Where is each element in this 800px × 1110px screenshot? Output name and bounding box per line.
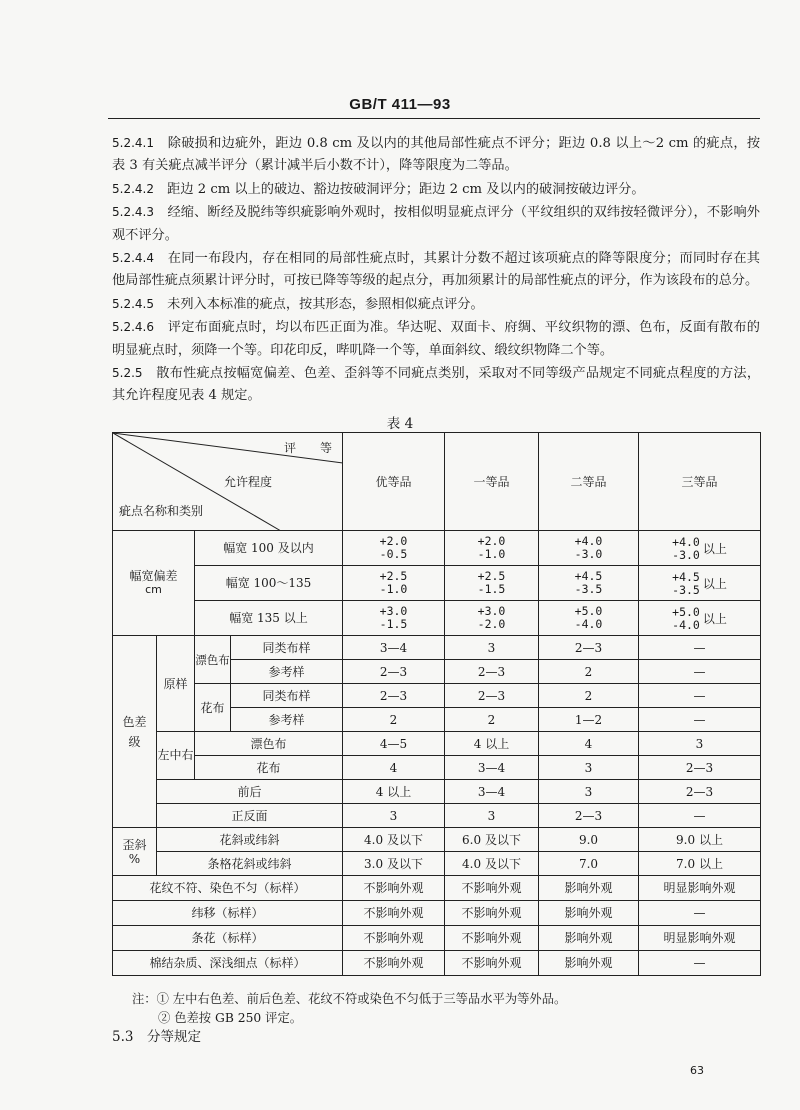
value-cell (639, 566, 761, 601)
paragraph-text: 散布性疵点按幅宽偏差、色差、歪斜等不同疵点类别，采取对不同等级产品规定不同疵点程度的方法，其允许程度见表 4 规定。 (112, 366, 761, 404)
plus-value: +2.5 (379, 569, 408, 583)
value-cell (639, 601, 761, 636)
value-cell: 4 (343, 756, 445, 780)
column-header: 一等品 (445, 433, 539, 531)
value-cell: 3.0 及以下 (343, 852, 445, 876)
minus-value: -4.0 (672, 617, 700, 632)
value-cell: 7.0 (539, 852, 639, 876)
minus-value: -4.0 (574, 617, 603, 631)
clause-number: 5.2.4.3 (112, 205, 154, 220)
width-deviation-group-label (113, 531, 195, 636)
value-cell: 2—3 (539, 804, 639, 828)
value-cell (539, 566, 639, 601)
value-cell: 2 (445, 708, 539, 732)
row-label: 棉结杂质、深浅细点（标样） (113, 951, 343, 976)
value-cell: 不影响外观 (343, 926, 445, 951)
body-text (112, 132, 760, 408)
plus-value: +2.0 (379, 534, 408, 548)
table-notes (132, 990, 566, 1028)
standard-code-header: GB/T 411—93 (349, 96, 451, 113)
value-cell: 不影响外观 (343, 951, 445, 976)
group-label: 幅宽偏差 (129, 569, 178, 583)
table-4 (112, 432, 761, 976)
paragraph-text: 经缩、断经及脱纬等织疵影响外观时，按相似明显疵点评分（平纹组织的双纬按轻微评分），不影响外观不评分。 (112, 205, 760, 243)
value-cell: — (639, 951, 761, 976)
row-label: 正反面 (157, 804, 343, 828)
group-unit: 级 (128, 734, 141, 749)
paragraph (112, 362, 760, 408)
value-cell: 3 (445, 804, 539, 828)
value-cell (343, 531, 445, 566)
group-unit: cm (145, 583, 162, 596)
plus-value: +2.5 (477, 569, 506, 583)
skew-group-label (113, 828, 157, 876)
row-label: 幅宽 100 及以内 (195, 531, 343, 566)
value-cell: 影响外观 (539, 926, 639, 951)
value-cell: 3—4 (343, 636, 445, 660)
plus-value: +4.0 (574, 534, 603, 548)
value-cell: 7.0 以上 (639, 852, 761, 876)
column-header: 二等品 (539, 433, 639, 531)
minus-value: -0.5 (379, 547, 408, 561)
value-cell: 2 (539, 660, 639, 684)
column-header: 三等品 (639, 433, 761, 531)
value-cell: 影响外观 (539, 876, 639, 901)
paragraph (112, 178, 760, 201)
clause-number: 5.2.5 (112, 366, 143, 381)
plus-value: +5.0 (672, 604, 700, 619)
minus-value: -3.0 (672, 547, 700, 562)
row-label: 幅宽 135 以上 (195, 601, 343, 636)
minus-value: -3.5 (672, 582, 700, 597)
paragraph-text: 除破损和边疵外，距边 0.8 cm 及以内的其他局部性疵点不评分；距边 0.8 以上～2 cm 的疵点，按表 3 有关疵点减半评分（累计减半后小数不计），降等限度为二等品。 (112, 136, 761, 174)
value-cell: 9.0 以上 (639, 828, 761, 852)
value-cell: 4 以上 (445, 732, 539, 756)
value-cell: 2—3 (445, 684, 539, 708)
value-cell: 影响外观 (539, 901, 639, 926)
suffix-text: 以上 (702, 576, 727, 591)
row-label: 花布 (195, 756, 343, 780)
row-label: 花纹不符、染色不匀（标样） (113, 876, 343, 901)
value-cell (639, 531, 761, 566)
dyed-fabric-label: 漂色布 (195, 636, 231, 684)
value-cell (445, 601, 539, 636)
row-label: 幅宽 100～135 (195, 566, 343, 601)
value-cell (343, 601, 445, 636)
value-cell: 4.0 及以下 (343, 828, 445, 852)
row-label: 同类布样 (231, 684, 343, 708)
value-cell: 不影响外观 (343, 876, 445, 901)
paragraph-text: 距边 2 cm 以上的破边、豁边按破洞评分；距边 2 cm 及以内的破洞按破边评分。 (167, 181, 645, 197)
paragraph-text: 未列入本标准的疵点，按其形态，参照相似疵点评分。 (167, 296, 484, 312)
paragraph-text: 在同一布段内，存在相同的局部性疵点时，其累计分数不超过该项疵点的降等限度分；而同时存在其他局部性疵点须累计评分时，可按已降等等级的起点分，再加须累计的局部性疵点的评分，作为该段布的总分。 (112, 251, 760, 289)
value-cell: 2—3 (639, 780, 761, 804)
value-cell: — (639, 901, 761, 926)
clause-number: 5.2.4.4 (112, 251, 154, 266)
row-label: 参考样 (231, 660, 343, 684)
table-caption: 表 4 (386, 416, 414, 432)
value-cell: 3 (343, 804, 445, 828)
value-cell: 不影响外观 (445, 951, 539, 976)
minus-value: -1.0 (379, 582, 408, 596)
clause-number: 5.2.4.6 (112, 320, 154, 335)
suffix-text: 以上 (702, 611, 727, 626)
value-cell (539, 531, 639, 566)
value-cell: 明显影响外观 (639, 926, 761, 951)
value-cell: 9.0 (539, 828, 639, 852)
row-label: 前后 (157, 780, 343, 804)
paragraph-text: 评定布面疵点时，均以布匹正面为准。华达呢、双面卡、府绸、平纹织物的漂、色布，反面有散布的明显疵点时，须降一个等。印花印反，哔叽降一个等，单面斜纹、缎纹织物降二个等。 (112, 320, 760, 358)
plus-value: +4.0 (672, 534, 700, 549)
color-difference-group-label (113, 636, 157, 828)
group-label: 色差 (122, 714, 147, 729)
group-unit: % (128, 851, 141, 866)
value-cell: 2—3 (639, 756, 761, 780)
value-cell: 2—3 (343, 660, 445, 684)
column-header: 优等品 (343, 433, 445, 531)
minus-value: -1.0 (477, 547, 506, 561)
note-line: 注：① 左中右色差、前后色差、花纹不符或染色不匀低于三等品水平为等外品。 (132, 992, 567, 1006)
value-cell: 不影响外观 (445, 876, 539, 901)
row-label: 参考样 (231, 708, 343, 732)
value-cell: 6.0 及以下 (445, 828, 539, 852)
value-cell (445, 566, 539, 601)
row-label: 条花（标样） (113, 926, 343, 951)
value-cell (539, 601, 639, 636)
plus-value: +3.0 (379, 604, 408, 618)
value-cell: 2 (539, 684, 639, 708)
value-cell: 不影响外观 (343, 901, 445, 926)
value-cell: — (639, 684, 761, 708)
value-cell: 2—3 (539, 636, 639, 660)
value-cell: 2 (343, 708, 445, 732)
paragraph (112, 201, 760, 247)
row-label: 花斜或纬斜 (157, 828, 343, 852)
plus-value: +5.0 (574, 604, 603, 618)
value-cell: 4—5 (343, 732, 445, 756)
allowance-header-label: 允许程度 (223, 475, 272, 489)
value-cell: 3 (539, 756, 639, 780)
value-cell (445, 531, 539, 566)
minus-value: -3.5 (574, 582, 603, 596)
section-heading: 5.3 分等规定 (112, 1029, 201, 1045)
paragraph (112, 132, 760, 178)
suffix-text: 以上 (702, 541, 727, 556)
defect-header-label: 疵点名称和类别 (119, 504, 204, 518)
paragraph (112, 316, 760, 362)
clause-number: 5.2.4.5 (112, 296, 154, 311)
value-cell: 4.0 及以下 (445, 852, 539, 876)
value-cell: — (639, 708, 761, 732)
value-cell: 4 (539, 732, 639, 756)
value-cell: 2—3 (343, 684, 445, 708)
value-cell: 3—4 (445, 756, 539, 780)
value-cell: 不影响外观 (445, 901, 539, 926)
minus-value: -3.0 (574, 547, 603, 561)
value-cell: 4 以上 (343, 780, 445, 804)
header-rule (108, 118, 760, 119)
row-label: 条格花斜或纬斜 (157, 852, 343, 876)
minus-value: -1.5 (477, 582, 506, 596)
value-cell: 3 (539, 780, 639, 804)
value-cell: — (639, 660, 761, 684)
plus-value: +4.5 (672, 569, 700, 584)
value-cell: — (639, 636, 761, 660)
row-label: 漂色布 (195, 732, 343, 756)
paragraph (112, 247, 760, 293)
value-cell: 3—4 (445, 780, 539, 804)
value-cell: 2—3 (445, 660, 539, 684)
clause-number: 5.2.4.2 (112, 181, 154, 196)
original-sample-label: 原样 (157, 636, 195, 732)
value-cell: 3 (445, 636, 539, 660)
plus-value: +4.5 (574, 569, 603, 583)
value-cell: 明显影响外观 (639, 876, 761, 901)
printed-fabric-label: 花布 (195, 684, 231, 732)
plus-value: +2.0 (477, 534, 506, 548)
left-center-right-label: 左中右 (157, 732, 195, 780)
grade-header-label: 评 等 (283, 441, 332, 455)
paragraph (112, 293, 760, 316)
plus-value: +3.0 (477, 604, 506, 618)
page-number: 63 (690, 1064, 704, 1077)
note-line: ② 色差按 GB 250 评定。 (158, 1011, 303, 1025)
row-label: 纬移（标样） (113, 901, 343, 926)
value-cell (343, 566, 445, 601)
value-cell: 影响外观 (539, 951, 639, 976)
minus-value: -2.0 (477, 617, 506, 631)
value-cell: 不影响外观 (445, 926, 539, 951)
value-cell: 3 (639, 732, 761, 756)
minus-value: -1.5 (379, 617, 408, 631)
clause-number: 5.2.4.1 (112, 136, 154, 150)
diagonal-header-cell (113, 433, 343, 531)
value-cell: — (639, 804, 761, 828)
group-label: 歪斜 (122, 837, 147, 852)
value-cell: 1—2 (539, 708, 639, 732)
row-label: 同类布样 (231, 636, 343, 660)
